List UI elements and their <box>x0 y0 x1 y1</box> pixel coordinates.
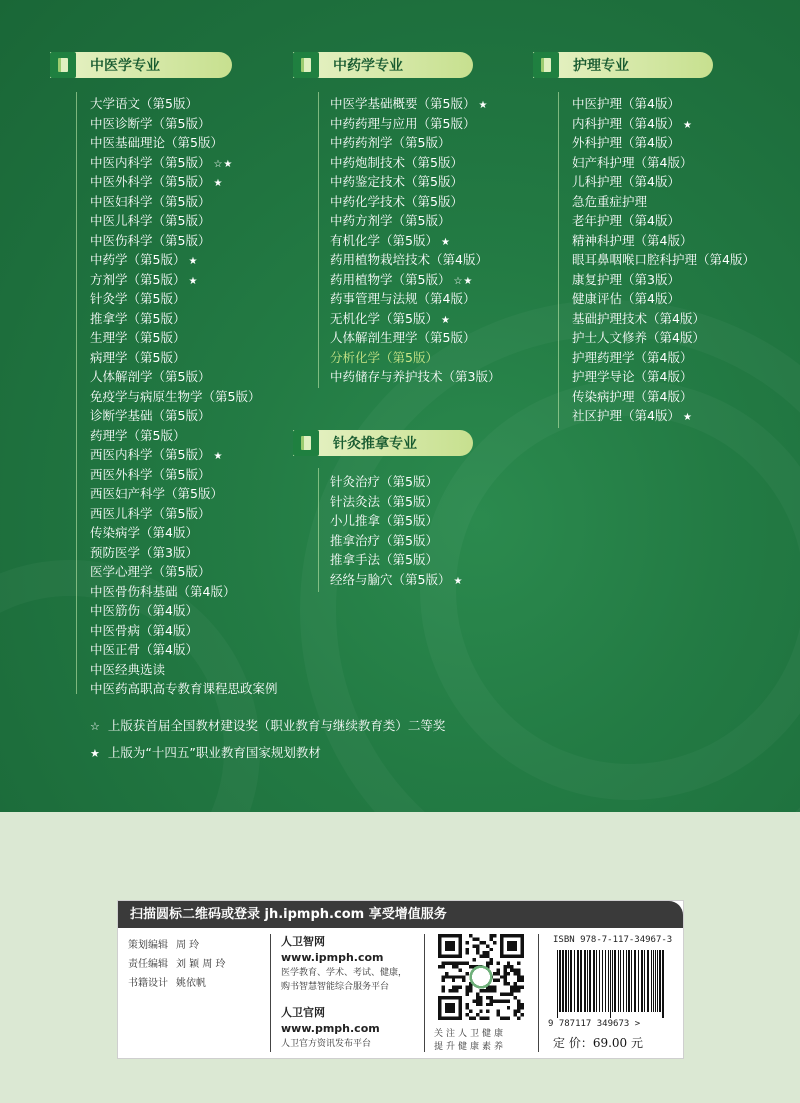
credit-line <box>128 955 226 970</box>
award-star-icon: ★ <box>682 119 693 131</box>
book-title: 中医外科学（第5版） <box>90 174 211 189</box>
book-item <box>572 406 755 426</box>
book-item <box>572 231 755 251</box>
book-item <box>90 504 278 524</box>
credit-name: 刘 颖 周 玲 <box>176 959 226 970</box>
book-title: 外科护理（第4版） <box>572 135 680 150</box>
book-title: 妇产科护理（第4版） <box>572 154 693 170</box>
book-title: 药事管理与法规（第4版） <box>330 291 476 306</box>
book-title: 方剂学（第5版） <box>90 271 186 287</box>
book-title: 护理药理学（第4版） <box>572 349 693 365</box>
book-title: 中医正骨（第4版） <box>90 642 198 657</box>
section-header-pharmacy <box>293 52 403 78</box>
book-item <box>572 153 755 173</box>
book-title: 大学语文（第5版） <box>90 96 198 111</box>
book-item <box>330 94 500 114</box>
book-item <box>330 367 500 387</box>
book-title: 中医筋伤（第4版） <box>90 603 198 618</box>
book-title: 中医基础理论（第5版） <box>90 135 223 150</box>
section-divider-line <box>76 92 77 694</box>
book-item <box>90 211 278 231</box>
book-item <box>90 406 278 426</box>
book-item <box>90 523 278 543</box>
book-title: 分析化学（第5版） <box>330 349 438 365</box>
book-icon <box>50 52 76 78</box>
barcode-digits: 9 787117 349673 > <box>548 1019 641 1029</box>
book-title: 预防医学（第3版） <box>90 544 198 560</box>
book-title: 病理学（第5版） <box>90 349 186 365</box>
book-item <box>572 94 755 114</box>
book-item <box>90 94 278 114</box>
book-list-pharmacy <box>330 94 500 387</box>
book-item <box>90 153 278 173</box>
book-title: 推拿治疗（第5版） <box>330 532 438 548</box>
book-item <box>572 211 755 231</box>
book-title: 针灸学（第5版） <box>90 291 186 306</box>
book-item <box>572 328 755 348</box>
book-item <box>330 172 500 192</box>
book-item <box>90 562 278 582</box>
book-item <box>330 472 463 492</box>
book-item <box>90 640 278 660</box>
book-title: 护士人文修养（第4版） <box>572 330 705 345</box>
book-item <box>90 309 278 329</box>
book-title: 中药鉴定技术（第5版） <box>330 174 463 189</box>
site-block-pmph <box>281 1004 380 1051</box>
isbn-text: ISBN 978-7-117-34967-3 <box>553 935 673 945</box>
award-star-icon: ☆★ <box>213 158 234 170</box>
book-title: 诊断学基础（第5版） <box>90 408 211 423</box>
book-title: 中医妇科学（第5版） <box>90 193 211 209</box>
book-title: 人体解剖生理学（第5版） <box>330 330 476 345</box>
award-star-icon: ★ <box>478 100 489 111</box>
book-icon <box>293 430 319 456</box>
site-desc: 医学教育、学术、考试、健康，购书智慧智能综合服务平台 <box>281 968 408 992</box>
book-item <box>330 114 500 134</box>
book-title: 内科护理（第4版） <box>572 115 680 131</box>
book-item <box>330 133 500 153</box>
credit-name: 姚依帆 <box>176 978 206 989</box>
book-title: 中药储存与养护技术（第3版） <box>330 369 501 384</box>
book-title: 急危重症护理 <box>572 193 648 209</box>
book-title: 中医伤科学（第5版） <box>90 232 211 248</box>
book-item <box>90 601 278 621</box>
book-title: 护理学导论（第4版） <box>572 369 693 384</box>
book-item <box>330 531 463 551</box>
book-item <box>330 211 500 231</box>
book-item <box>90 426 278 446</box>
site-desc: 人卫官方资讯发布平台 <box>281 1039 372 1049</box>
award-star-icon: ★ <box>440 236 451 248</box>
book-item <box>572 250 755 270</box>
book-item <box>572 309 755 329</box>
book-title: 健康评估（第4版） <box>572 291 680 306</box>
book-item <box>572 348 755 368</box>
section-divider-line <box>318 92 319 388</box>
book-item <box>330 570 463 590</box>
award-star-icon: ★ <box>213 451 224 462</box>
award-star-icon: ★ <box>213 178 224 189</box>
book-item <box>90 484 278 504</box>
book-title: 药理学（第5版） <box>90 427 186 443</box>
note-text: 上版获首届全国教材建设奖（职业教育与继续教育类）二等奖 <box>107 718 446 733</box>
book-item <box>90 465 278 485</box>
credit-name: 周 玲 <box>176 940 200 951</box>
solid-star-icon: ★ <box>90 747 100 760</box>
book-title: 传染病护理（第4版） <box>572 388 693 404</box>
book-title: 中药炮制技术（第5版） <box>330 154 463 170</box>
award-note <box>90 716 445 734</box>
book-title: 中医内科学（第5版） <box>90 154 211 170</box>
book-list-acupuncture <box>330 472 463 589</box>
book-title: 针法灸法（第5版） <box>330 493 438 509</box>
book-item <box>330 309 500 329</box>
book-item <box>572 289 755 309</box>
book-item <box>90 445 278 465</box>
book-title: 传染病学（第4版） <box>90 525 198 540</box>
credit-role: 书籍设计 <box>128 978 168 989</box>
book-item <box>330 492 463 512</box>
book-icon <box>533 52 559 78</box>
qr-caption: 提升健康素养 <box>434 1042 507 1052</box>
book-item <box>330 192 500 212</box>
section-divider-line <box>318 468 319 592</box>
book-icon <box>293 52 319 78</box>
book-item <box>90 660 278 680</box>
book-title: 西医妇产科学（第5版） <box>90 486 223 501</box>
book-item <box>572 172 755 192</box>
hollow-star-icon: ☆ <box>90 720 100 733</box>
book-title: 康复护理（第3版） <box>572 271 680 287</box>
plan-note <box>90 743 321 761</box>
book-title: 基础护理技术（第4版） <box>572 310 705 326</box>
book-title: 经络与腧穴（第5版） <box>330 571 451 587</box>
book-title: 中药药理与应用（第5版） <box>330 115 476 131</box>
credit-line <box>128 936 199 951</box>
column-separator <box>270 934 271 1052</box>
column-separator <box>424 934 425 1052</box>
book-title: 西医外科学（第5版） <box>90 466 211 482</box>
book-item <box>90 328 278 348</box>
book-title: 医学心理学（第5版） <box>90 564 211 579</box>
book-title: 老年护理（第4版） <box>572 213 680 228</box>
book-title: 中医护理（第4版） <box>572 96 680 111</box>
qr-caption: 关注人卫健康 <box>434 1029 507 1039</box>
book-item <box>90 679 278 699</box>
book-item <box>572 367 755 387</box>
book-item <box>90 133 278 153</box>
barcode <box>553 950 667 1018</box>
book-title: 中医骨病（第4版） <box>90 622 198 638</box>
book-item <box>90 348 278 368</box>
book-title: 西医儿科学（第5版） <box>90 505 211 521</box>
book-title: 针灸治疗（第5版） <box>330 474 438 489</box>
book-title: 药用植物栽培技术（第4版） <box>330 252 488 267</box>
award-star-icon: ★ <box>188 256 199 267</box>
book-title: 中医诊断学（第5版） <box>90 115 211 131</box>
book-title: 中医骨伤科基础（第4版） <box>90 583 236 599</box>
book-item <box>90 114 278 134</box>
site-url[interactable]: www.ipmph.com <box>281 951 384 964</box>
book-item <box>90 270 278 290</box>
book-title: 中医学基础概要（第5版） <box>330 96 476 111</box>
note-text: 上版为“十四五”职业教育国家规划教材 <box>107 745 321 760</box>
section-divider-line <box>558 92 559 428</box>
book-item <box>330 250 500 270</box>
section-header-tcm <box>50 52 160 78</box>
book-title: 中药化学技术（第5版） <box>330 193 463 209</box>
book-title: 有机化学（第5版） <box>330 232 438 248</box>
section-title: 中医学专业 <box>90 58 160 74</box>
column-separator <box>538 934 539 1052</box>
book-title: 中药药剂学（第5版） <box>330 135 451 150</box>
site-block-ipmph <box>281 933 409 994</box>
book-item <box>90 582 278 602</box>
book-title: 眼耳鼻咽喉口腔科护理（第4版） <box>572 252 755 267</box>
book-title: 药用植物学（第5版） <box>330 271 451 287</box>
book-item <box>90 250 278 270</box>
book-item <box>90 289 278 309</box>
book-title: 社区护理（第4版） <box>572 408 680 423</box>
book-title: 西医内科学（第5版） <box>90 447 211 462</box>
credit-role: 责任编辑 <box>128 959 168 970</box>
book-item <box>572 387 755 407</box>
site-name: 人卫智网 <box>281 935 325 948</box>
book-title: 儿科护理（第4版） <box>572 174 680 189</box>
credit-role: 策划编辑 <box>128 940 168 951</box>
book-list-tcm <box>90 94 278 699</box>
credit-line <box>128 974 206 989</box>
book-item <box>572 270 755 290</box>
book-item <box>90 387 278 407</box>
book-title: 中医经典选读 <box>90 661 166 677</box>
book-title: 中医儿科学（第5版） <box>90 213 211 228</box>
section-header-nursing <box>533 52 629 78</box>
book-title: 中药方剂学（第5版） <box>330 213 451 228</box>
book-item <box>330 270 500 290</box>
book-title: 无机化学（第5版） <box>330 310 438 326</box>
award-star-icon: ★ <box>188 275 199 287</box>
book-title: 中药学（第5版） <box>90 252 186 267</box>
book-title: 推拿手法（第5版） <box>330 552 438 567</box>
book-item <box>330 550 463 570</box>
book-title: 小儿推拿（第5版） <box>330 513 438 528</box>
section-title: 针灸推拿专业 <box>333 436 417 452</box>
award-star-icon: ★ <box>440 314 451 326</box>
book-item <box>572 133 755 153</box>
qr-code[interactable] <box>438 934 524 1020</box>
book-title: 精神科护理（第4版） <box>572 232 693 248</box>
book-item <box>330 511 463 531</box>
book-item <box>90 231 278 251</box>
book-item <box>90 172 278 192</box>
book-title: 免疫学与病原生物学（第5版） <box>90 388 261 404</box>
section-title: 中药学专业 <box>333 58 403 74</box>
award-star-icon: ★ <box>682 412 693 423</box>
section-header-acupuncture <box>293 430 417 456</box>
book-title: 中医药高职高专教育课程思政案例 <box>90 681 278 696</box>
book-title: 推拿学（第5版） <box>90 310 186 326</box>
book-item <box>330 289 500 309</box>
book-item <box>330 153 500 173</box>
book-title: 人体解剖学（第5版） <box>90 369 211 384</box>
book-item <box>90 192 278 212</box>
section-title: 护理专业 <box>573 58 629 74</box>
banner-text: 扫描圆标二维码或登录 jh.ipmph.com 享受增值服务 <box>130 907 447 922</box>
book-item <box>90 367 278 387</box>
book-list-nursing <box>572 94 755 426</box>
book-item <box>572 114 755 134</box>
book-item <box>90 543 278 563</box>
award-star-icon: ☆★ <box>453 275 474 287</box>
award-star-icon: ★ <box>453 575 464 587</box>
book-title: 生理学（第5版） <box>90 330 186 345</box>
book-item <box>90 621 278 641</box>
book-item <box>572 192 755 212</box>
site-url[interactable]: www.pmph.com <box>281 1022 380 1035</box>
book-item <box>330 328 500 348</box>
price: 定 价：69.00 元 <box>553 1036 643 1050</box>
book-item <box>330 231 500 251</box>
book-item <box>330 348 500 368</box>
value-added-banner <box>118 901 683 928</box>
site-name: 人卫官网 <box>281 1006 325 1019</box>
